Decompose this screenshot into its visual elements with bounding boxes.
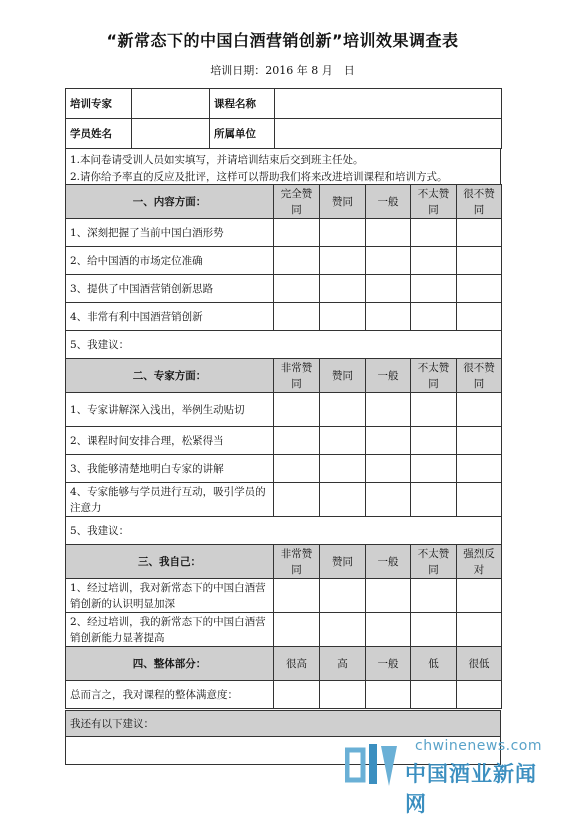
- rating-column-header: 赞同: [320, 359, 366, 393]
- rating-cell[interactable]: [457, 579, 502, 613]
- rating-cell[interactable]: [411, 303, 457, 331]
- rating-cell[interactable]: [274, 455, 320, 483]
- question-item: 1、经过培训，我对新常态下的中国白酒营销创新的认识明显加深: [66, 579, 274, 613]
- rating-cell[interactable]: [366, 613, 411, 647]
- question-item: 2、课程时间安排合理，松紧得当: [66, 427, 274, 455]
- rating-cell[interactable]: [366, 483, 411, 517]
- rating-column-header: 很高: [274, 647, 320, 681]
- training-date: 培训日期：2016 年 8 月 日: [210, 64, 355, 77]
- suggestion-row[interactable]: 5、我建议：: [66, 331, 502, 359]
- rating-cell[interactable]: [274, 275, 320, 303]
- rating-cell[interactable]: [274, 219, 320, 247]
- rating-column-header: 强烈反对: [457, 545, 502, 579]
- rating-cell[interactable]: [320, 427, 366, 455]
- rating-cell[interactable]: [320, 303, 366, 331]
- rating-cell[interactable]: [366, 579, 411, 613]
- rating-column-header: 一般: [366, 359, 411, 393]
- rating-cell[interactable]: [411, 483, 457, 517]
- question-item: 3、我能够清楚地明白专家的讲解: [66, 455, 274, 483]
- rating-cell[interactable]: [411, 681, 457, 709]
- rating-cell[interactable]: [320, 483, 366, 517]
- rating-cell[interactable]: [366, 393, 411, 427]
- question-item: 3、提供了中国酒营销创新思路: [66, 275, 274, 303]
- rating-cell[interactable]: [274, 427, 320, 455]
- watermark-name: 中国酒业新闻网: [405, 762, 537, 816]
- rating-column-header: 很低: [457, 647, 502, 681]
- rating-cell[interactable]: [366, 247, 411, 275]
- question-item: 2、经过培训，我的新常态下的中国白酒营销创新能力显著提高: [66, 613, 274, 647]
- rating-cell[interactable]: [411, 393, 457, 427]
- rating-cell[interactable]: [411, 275, 457, 303]
- rating-column-header: 不太赞同: [411, 359, 457, 393]
- suggestion-row[interactable]: 5、我建议：: [66, 517, 502, 545]
- rating-cell[interactable]: [320, 455, 366, 483]
- rating-cell[interactable]: [274, 483, 320, 517]
- rating-cell[interactable]: [320, 219, 366, 247]
- final-suggestion-label: 我还有以下建议：: [66, 711, 501, 737]
- question-item: 4、专家能够与学员进行互动，吸引学员的注意力: [66, 483, 274, 517]
- rating-table: [65, 184, 502, 709]
- student-label: 学员姓名: [66, 119, 132, 149]
- expert-field[interactable]: [132, 89, 210, 119]
- rating-cell[interactable]: [411, 613, 457, 647]
- rating-column-header: 很不赞同: [457, 185, 502, 219]
- expert-label: 培训专家: [66, 89, 132, 119]
- watermark-url: chwinenews.com: [415, 738, 542, 754]
- rating-cell[interactable]: [457, 427, 502, 455]
- rating-cell[interactable]: [411, 427, 457, 455]
- rating-cell[interactable]: [457, 393, 502, 427]
- rating-cell[interactable]: [457, 219, 502, 247]
- notes-cell: [66, 149, 501, 189]
- rating-column-header: 很不赞同: [457, 359, 502, 393]
- rating-cell[interactable]: [411, 579, 457, 613]
- rating-cell[interactable]: [457, 483, 502, 517]
- question-item: 2、给中国酒的市场定位准确: [66, 247, 274, 275]
- rating-cell[interactable]: [411, 219, 457, 247]
- student-field[interactable]: [132, 119, 210, 149]
- rating-column-header: 一般: [366, 545, 411, 579]
- site-watermark: [345, 736, 555, 816]
- note-line: 2.请你给予率直的反应及批评，这样可以帮助我们将来改进培训课程和培训方式。: [70, 170, 448, 183]
- form-title: “新常态下的中国白酒营销创新”培训效果调查表: [106, 31, 459, 50]
- section-heading: 三、我自己：: [66, 545, 274, 579]
- rating-column-header: 高: [320, 647, 366, 681]
- rating-cell[interactable]: [366, 681, 411, 709]
- rating-cell[interactable]: [274, 247, 320, 275]
- rating-cell[interactable]: [366, 455, 411, 483]
- rating-cell[interactable]: [457, 303, 502, 331]
- rating-cell[interactable]: [320, 247, 366, 275]
- rating-column-header: 非常赞同: [274, 359, 320, 393]
- survey-form: [65, 88, 502, 149]
- course-field[interactable]: [275, 89, 502, 119]
- rating-column-header: 一般: [366, 647, 411, 681]
- question-item: 1、深刻把握了当前中国白酒形势: [66, 219, 274, 247]
- note-line: 1.本问卷请受训人员如实填写，并请培训结束后交到班主任处。: [70, 153, 364, 166]
- rating-cell[interactable]: [320, 275, 366, 303]
- rating-column-header: 低: [411, 647, 457, 681]
- rating-column-header: 完全赞同: [274, 185, 320, 219]
- rating-cell[interactable]: [274, 681, 320, 709]
- rating-cell[interactable]: [457, 681, 502, 709]
- question-item: 1、专家讲解深入浅出，举例生动贴切: [66, 393, 274, 427]
- rating-cell[interactable]: [411, 455, 457, 483]
- rating-cell[interactable]: [274, 303, 320, 331]
- rating-cell[interactable]: [366, 219, 411, 247]
- rating-cell[interactable]: [366, 303, 411, 331]
- rating-cell[interactable]: [320, 613, 366, 647]
- rating-cell[interactable]: [274, 393, 320, 427]
- course-label: 课程名称: [210, 89, 275, 119]
- rating-column-header: 不太赞同: [411, 545, 457, 579]
- section-heading: 四、整体部分：: [66, 647, 274, 681]
- rating-cell[interactable]: [320, 393, 366, 427]
- rating-column-header: 非常赞同: [274, 545, 320, 579]
- rating-column-header: 不太赞同: [411, 185, 457, 219]
- rating-column-header: 赞同: [320, 185, 366, 219]
- section-heading: 一、内容方面：: [66, 185, 274, 219]
- rating-cell[interactable]: [366, 427, 411, 455]
- rating-cell[interactable]: [411, 247, 457, 275]
- rating-cell[interactable]: [457, 613, 502, 647]
- rating-column-header: 赞同: [320, 545, 366, 579]
- rating-cell[interactable]: [457, 455, 502, 483]
- rating-cell[interactable]: [320, 579, 366, 613]
- unit-label: 所属单位: [210, 119, 275, 149]
- site-logo-icon: [345, 740, 401, 792]
- rating-cell[interactable]: [320, 681, 366, 709]
- rating-column-header: 一般: [366, 185, 411, 219]
- notes-block: [65, 148, 501, 189]
- question-item: 总而言之，我对课程的整体满意度：: [66, 681, 274, 709]
- rating-cell[interactable]: [457, 275, 502, 303]
- question-item: 4、非常有利中国酒营销创新: [66, 303, 274, 331]
- section-heading: 二、专家方面：: [66, 359, 274, 393]
- unit-field[interactable]: [275, 119, 502, 149]
- rating-cell[interactable]: [274, 613, 320, 647]
- rating-cell[interactable]: [274, 579, 320, 613]
- rating-cell[interactable]: [366, 275, 411, 303]
- rating-cell[interactable]: [457, 247, 502, 275]
